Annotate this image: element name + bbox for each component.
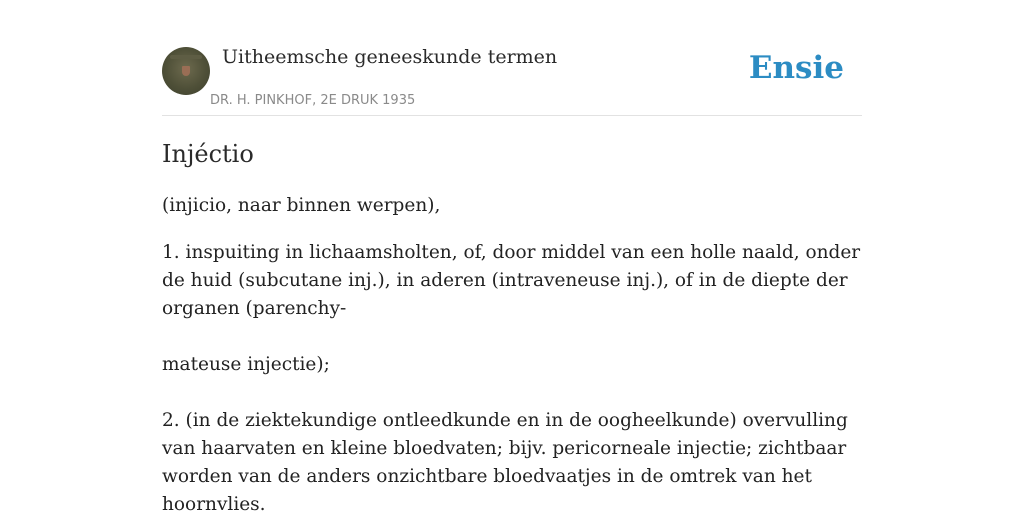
entry-definition-1: 1. inspuiting in lichaamsholten, of, door middel van een holle naald, onder de huid (subcutane inj.), in aderen (intraveneuse inj.), of in de diepte der organen (parenchy- — [162, 242, 861, 319]
entry-title: Injéctio — [162, 140, 254, 168]
book-author-edition: DR. H. PINKHOF, 2E DRUK 1935 — [210, 93, 416, 108]
source-header — [162, 0, 862, 116]
book-title[interactable]: Uitheemsche geneeskunde termen — [222, 46, 558, 68]
entry-definition-1-continued: mateuse injectie); — [162, 354, 330, 375]
ensie-logo-link[interactable]: Ensie — [748, 50, 844, 86]
book-cover-image[interactable] — [162, 47, 210, 95]
entry-definition-2: 2. (in de ziektekundige ontleedkunde en in de oogheelkunde) overvulling van haarvaten en kleine bloedvaten; bijv. pericorneale injectie; zichtbaar worden van de anders onzichtbare bloedvaatjes in de omtrek van het hoornvlies. — [162, 410, 848, 515]
entry-etymology: (injicio, naar binnen werpen), — [162, 195, 441, 216]
page-container — [162, 0, 862, 515]
cover-band-decoration — [170, 55, 202, 59]
cover-emblem-icon — [182, 66, 190, 76]
